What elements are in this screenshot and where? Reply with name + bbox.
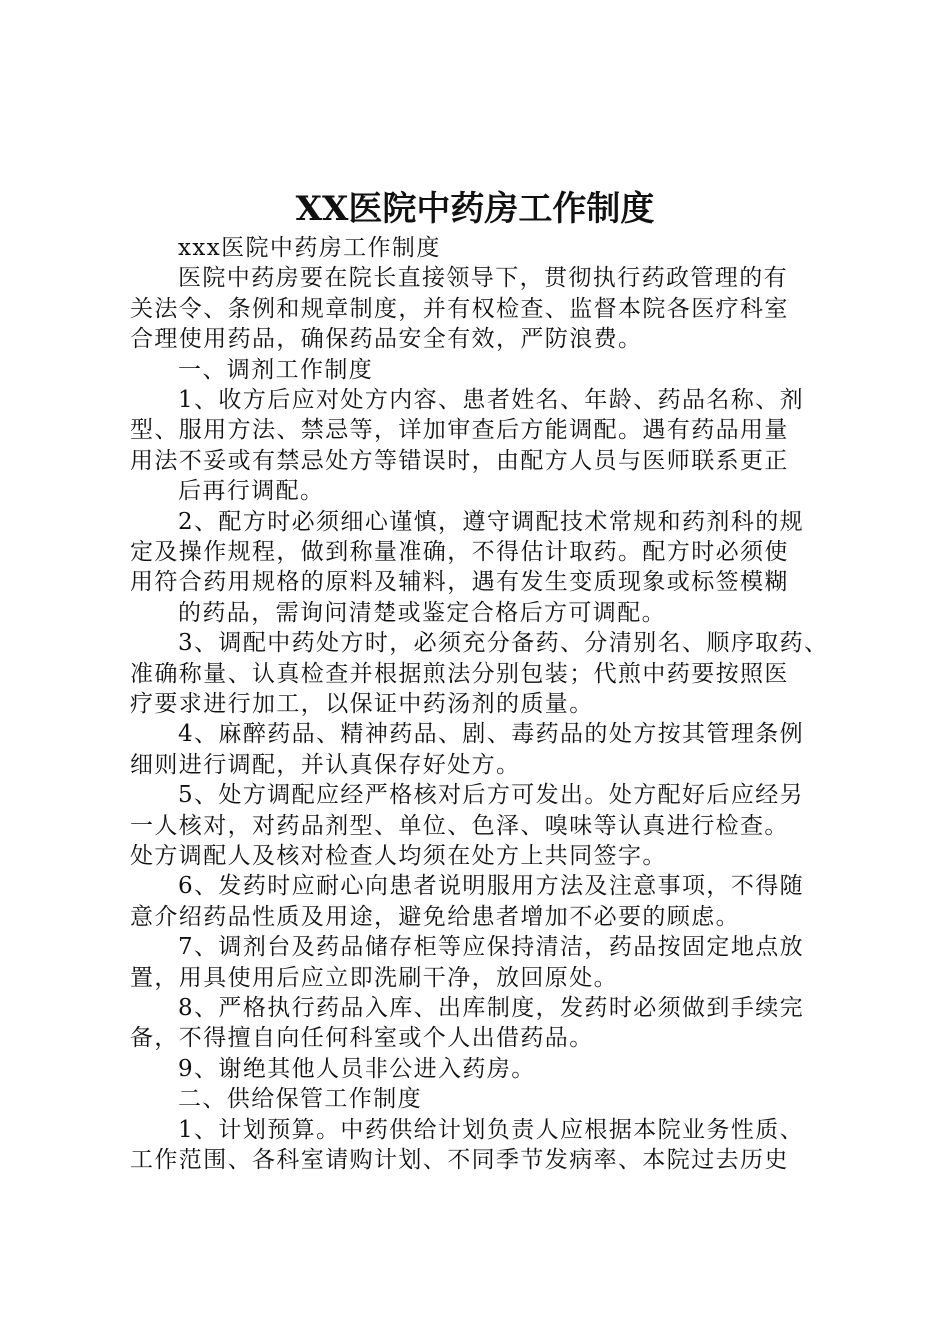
text-line: 置，用具使用后应立即洗刷干净，放回原处。 (130, 964, 618, 991)
text-line: 合理使用药品，确保药品安全有效，严防浪费。 (130, 326, 643, 353)
text-line: 型、服用方法、禁忌等，详加审查后方能调配。遇有药品用量 (130, 417, 789, 444)
text-line: 备，不得擅自向任何科室或个人出借药品。 (130, 1025, 594, 1052)
text-line: 4、麻醉药品、精神药品、剧、毒药品的处方按其管理条例 (178, 721, 805, 748)
text-line: 6、发药时应耐心向患者说明服用方法及注意事项，不得随 (178, 873, 805, 900)
text-line: 后再行调配。 (178, 478, 325, 505)
text-line: 意介绍药品性质及用途，避免给患者增加不必要的顾虑。 (130, 903, 740, 930)
text-line: 的药品，需询问清楚或鉴定合格后方可调配。 (178, 599, 666, 626)
text-line: 用符合药用规格的原料及辅料，遇有发生变质现象或标签模糊 (130, 569, 789, 596)
text-line: 8、严格执行药品入库、出库制度，发药时必须做到手续完 (178, 995, 805, 1021)
document-title: XX医院中药房工作制度 (295, 189, 655, 229)
text-line: 3、调配中药处方时，必须充分备药、分清别名、顺序取药、 (178, 630, 829, 657)
text-line: 一人核对，对药品剂型、单位、色泽、嗅味等认真进行检查。 (130, 812, 789, 839)
text-line: 工作范围、各科室请购计划、不同季节发病率、本院过去历史 (130, 1147, 789, 1173)
text-line: 细则进行调配，并认真保存好处方。 (130, 751, 521, 778)
text-line: 关法令、条例和规章制度，并有权检查、监督本院各医疗科室 (130, 295, 789, 322)
text-line: 医院中药房要在院长直接领导下，贯彻执行药政管理的有 (178, 265, 788, 292)
text-line: 9、谢绝其他人员非公进入药房。 (178, 1055, 536, 1082)
text-line: 一、调剂工作制度 (178, 356, 374, 383)
text-line: xxx医院中药房工作制度 (178, 235, 441, 261)
text-line: 疗要求进行加工，以保证中药汤剂的质量。 (130, 691, 594, 717)
text-line: 7、调剂台及药品储存柜等应保持清洁，药品按固定地点放 (178, 934, 805, 961)
text-line: 1、收方后应对处方内容、患者姓名、年龄、药品名称、剂 (178, 387, 805, 413)
text-line: 准确称量、认真检查并根据煎法分别包装；代煎中药要按照医 (130, 660, 789, 687)
text-line: 定及操作规程，做到称量准确，不得估计取药。配方时必须使 (130, 539, 789, 565)
text-line: 5、处方调配应经严格核对后方可发出。处方配好后应经另 (178, 782, 805, 809)
text-line: 处方调配人及核对检查人均须在处方上共同签字。 (130, 843, 667, 869)
text-line: 二、供给保管工作制度 (178, 1086, 422, 1113)
text-line: 2、配方时必须细心谨慎，遵守调配技术常规和药剂科的规 (178, 508, 805, 535)
text-line: 用法不妥或有禁忌处方等错误时，由配方人员与医师联系更正 (130, 447, 789, 474)
text-line: 1、计划预算。中药供给计划负责人应根据本院业务性质、 (178, 1116, 805, 1143)
